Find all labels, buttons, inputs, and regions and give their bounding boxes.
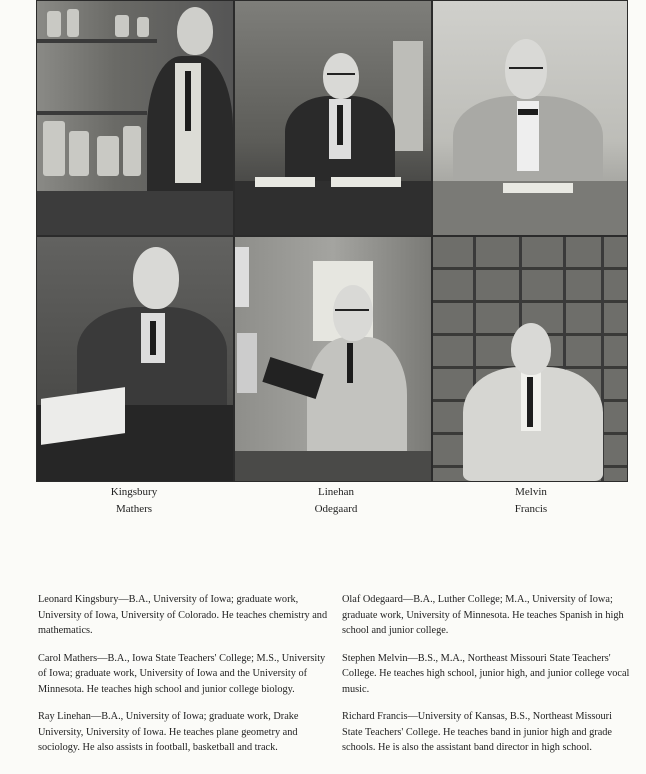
caption-name: Francis bbox=[514, 503, 548, 515]
photo-mathers bbox=[36, 236, 234, 482]
caption-name: Linehan bbox=[317, 486, 355, 498]
bio-column-right bbox=[342, 592, 634, 768]
caption-name: Odegaard bbox=[314, 503, 358, 515]
caption-kingsbury-mathers bbox=[84, 484, 184, 518]
bio-mathers: Carol Mathers—B.A., Iowa State Teachers' College; M.S., University of Iowa; graduate work, University of Iowa and the University of Minnesota. He teaches high school and junior college biology. bbox=[38, 652, 326, 695]
photo-kingsbury bbox=[36, 0, 234, 236]
bio-linehan: Ray Linehan—B.A., University of Iowa; graduate work, Drake University, University of Iowa. He teaches plane geometry and sociology. He also assists in football, basketball and track. bbox=[38, 711, 299, 753]
photo-linehan bbox=[234, 0, 432, 236]
photo-francis bbox=[432, 236, 628, 482]
caption-name: Melvin bbox=[515, 486, 547, 498]
caption-melvin-francis bbox=[486, 484, 576, 518]
bio-francis: Richard Francis—University of Kansas, B.S., Northeast Missouri State Teachers' College. He teaches band in junior high and grade schools. He is also the assistant band director in high school. bbox=[342, 711, 613, 753]
bio-kingsbury: Leonard Kingsbury—B.A., University of Iowa; graduate work, University of Iowa, University of Colorado. He teaches chemistry and mathematics. bbox=[38, 594, 328, 636]
photo-melvin bbox=[432, 0, 628, 236]
caption-linehan-odegaard bbox=[286, 484, 386, 518]
photo-grid bbox=[36, 0, 626, 480]
photo-odegaard bbox=[234, 236, 432, 482]
caption-name: Kingsbury bbox=[110, 486, 158, 498]
bio-melvin: Stephen Melvin—B.S., M.A., Northeast Missouri State Teachers' College. He teaches high school, junior high, and junior college vocal music. bbox=[342, 652, 630, 695]
bio-odegaard: Olaf Odegaard—B.A., Luther College; M.A., University of Iowa; graduate work, University of Minnesota. He teaches Spanish in high school and junior college. bbox=[342, 594, 624, 636]
caption-name: Mathers bbox=[115, 503, 153, 515]
bio-column-left bbox=[38, 592, 330, 768]
